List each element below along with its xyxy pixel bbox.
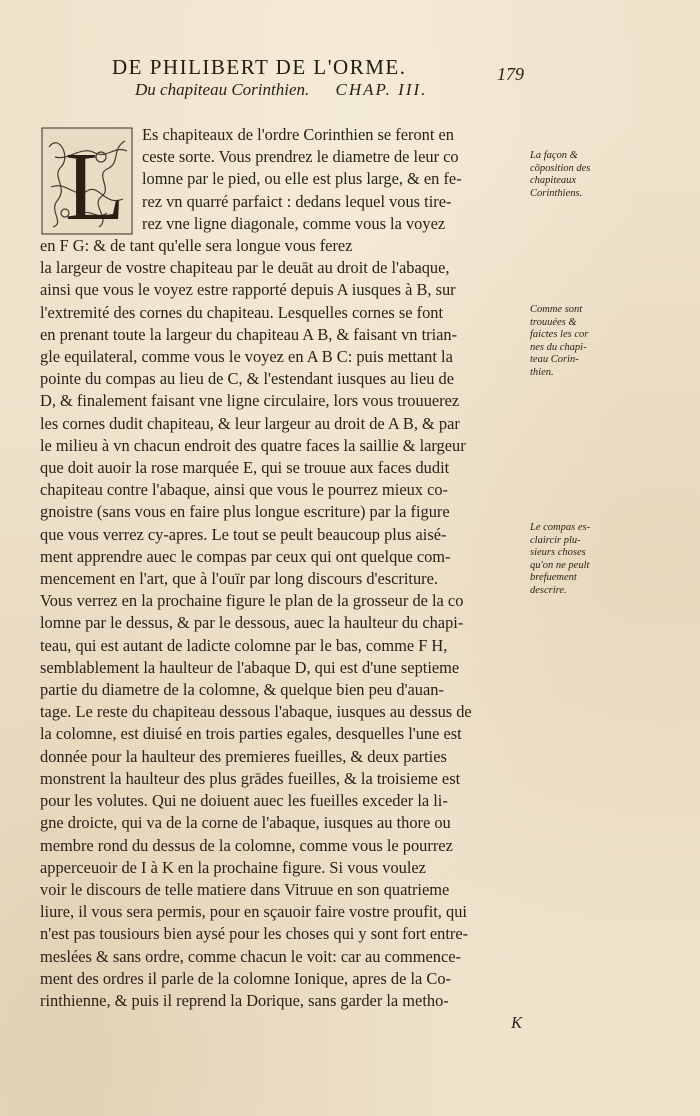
marginal-note-line: teau Corin- — [530, 354, 579, 365]
catchword: K — [511, 1013, 522, 1033]
text-line: monstrent la haulteur des plus grādes fueilles, & la troisieme est — [40, 768, 461, 788]
marginal-note-line: trouuées & — [530, 316, 577, 328]
text-line: gle equilateral, comme vous le voyez en A B C: puis mettant la — [40, 347, 453, 367]
marginal-note-line: Le compas es- — [530, 522, 591, 533]
text-line: rinthienne, & puis il reprend la Dorique, sans garder la metho- — [40, 990, 449, 1010]
text-line: liure, il vous sera permis, pour en sçauoir faire vostre proufit, qui — [40, 902, 467, 922]
text-line: Vous verrez en la prochaine figure le plan de la grosseur de la co — [40, 591, 464, 611]
text-line: tage. Le reste du chapiteau dessous l'abaque, iusques au dessus de — [40, 702, 472, 722]
text-line: meslées & sans ordre, comme chacun le voit: car au commence- — [40, 946, 461, 966]
marginal-note-line: nes du chapi- — [530, 341, 587, 353]
chapter-title: Du chapiteau Corinthien. — [135, 80, 310, 99]
ornamental-initial-graphic — [41, 127, 133, 235]
text-line: teau, qui est autant de ladicte colomne par le bas, comme F H, — [40, 635, 448, 655]
text-line: n'est pas tousiours bien aysé pour les choses qui y sont fort entre- — [40, 924, 469, 944]
text-line: chapiteau contre l'abaque, ainsi que vous le pourrez mieux co- — [40, 480, 449, 500]
text-line: rez vn quarré parfaict : dedans lequel vous tire- — [142, 191, 452, 211]
text-line: ainsi que vous le voyez estre rapporté depuis A iusques à B, sur — [40, 280, 456, 300]
marginal-note-line: chapiteaux — [530, 175, 577, 186]
running-head: DE PHILIBERT DE L'ORME. — [112, 55, 407, 79]
text-line: pour les volutes. Qui ne doiuent auec les fueilles exceder la li- — [40, 791, 448, 811]
marginal-note-line: thien. — [530, 366, 554, 378]
marginal-note-line: qu'on ne peult — [530, 559, 590, 571]
text-line: mencement en l'art, que à l'ouïr par long discours d'escriture. — [40, 569, 439, 589]
marginal-note-1 — [530, 150, 608, 200]
page-number: 179 — [497, 64, 524, 84]
text-line: ceste sorte. Vous prendrez le diametre de leur co — [142, 147, 459, 167]
text-line: le milieu à vn chacun endroit des quatre faces la saillie & largeur — [40, 435, 466, 455]
marginal-note-line: brefuement — [530, 572, 577, 583]
marginal-note-2 — [530, 304, 608, 379]
marginal-note-line: descrire. — [530, 584, 567, 596]
text-line: la colomne, est diuisé en trois parties egales, desquelles l'une est — [40, 724, 462, 744]
text-line: que doit auoir la rose marquée E, qui se trouue aux faces dudit — [40, 458, 450, 478]
text-line: Es chapiteaux de l'ordre Corinthien se feront en — [142, 125, 454, 144]
text-line: lomne par le dessus, & par le dessous, auec la haulteur du chapi- — [40, 613, 464, 633]
text-line: membre rond du dessus de la colomne, comme vous le pourrez — [40, 835, 453, 855]
text-line: semblablement la haulteur de l'abaque D, qui est d'une septieme — [40, 657, 460, 677]
text-line: que vous verrez cy-apres. Le tout se peult beaucoup plus aisé- — [40, 524, 447, 544]
body-text — [40, 124, 526, 1034]
text-line: apperceuoir de I à K en la prochaine figure. Si vous voulez — [40, 857, 426, 877]
marginal-note-line: La façon & — [530, 150, 578, 161]
marginal-note-line: claircir plu- — [530, 534, 581, 546]
ornamental-initial-icon — [40, 126, 134, 236]
text-line: en prenant toute la largeur du chapiteau A B, & faisant vn trian- — [40, 324, 458, 344]
marginal-note-line: Comme sont — [530, 304, 583, 315]
marginal-note-line: Corinthiens. — [530, 187, 583, 199]
text-line: l'extremité des cornes du chapiteau. Lesquelles cornes se font — [40, 302, 444, 322]
text-line: en F G: & de tant qu'elle sera longue vous ferez — [40, 236, 353, 256]
text-line: gnoistre (sans vous en faire plus longue escriture) par la figure — [40, 502, 450, 522]
marginal-note-line: faictes les cor — [530, 329, 589, 340]
text-line: gne droicte, qui va de la corne de l'abaque, iusques au thore ou — [40, 813, 451, 833]
text-line: D, & finalement faisant vne ligne circulaire, lors vous trouuerez — [40, 391, 460, 411]
marginal-note-line: sieurs choses — [530, 547, 586, 558]
text-line: donnée pour la haulteur des premieres fueilles, & deux parties — [40, 746, 447, 766]
text-lines — [40, 124, 526, 1012]
text-line: lomne par le pied, ou elle est plus large, & en fe- — [142, 169, 462, 189]
text-line: ment des ordres il parle de la colomne Ionique, apres de la Co- — [40, 968, 451, 988]
text-line: rez vne ligne diagonale, comme vous la voyez — [142, 213, 446, 233]
text-line: voir le discours de telle matiere dans Vitruue en son quatrieme — [40, 879, 450, 899]
drop-cap-letter: L — [65, 133, 125, 235]
marginal-note-line: cōposition des — [530, 162, 591, 174]
chapter-number: CHAP. III. — [335, 80, 428, 99]
text-line: la largeur de vostre chapiteau par le deuāt au droit de l'abaque, — [40, 258, 450, 278]
text-line: partie du diametre de la colomne, & quelque bien peu d'auan- — [40, 680, 444, 700]
text-line: ment apprendre auec le compas par ceux qui ont quelque com- — [40, 546, 451, 566]
chapter-heading — [135, 80, 427, 100]
text-line: pointe du compas au lieu de C, & l'estendant iusques au lieu de — [40, 369, 454, 389]
marginal-note-3 — [530, 522, 608, 597]
text-line: les cornes dudit chapiteau, & leur largeur au droit de A B, & par — [40, 413, 460, 433]
